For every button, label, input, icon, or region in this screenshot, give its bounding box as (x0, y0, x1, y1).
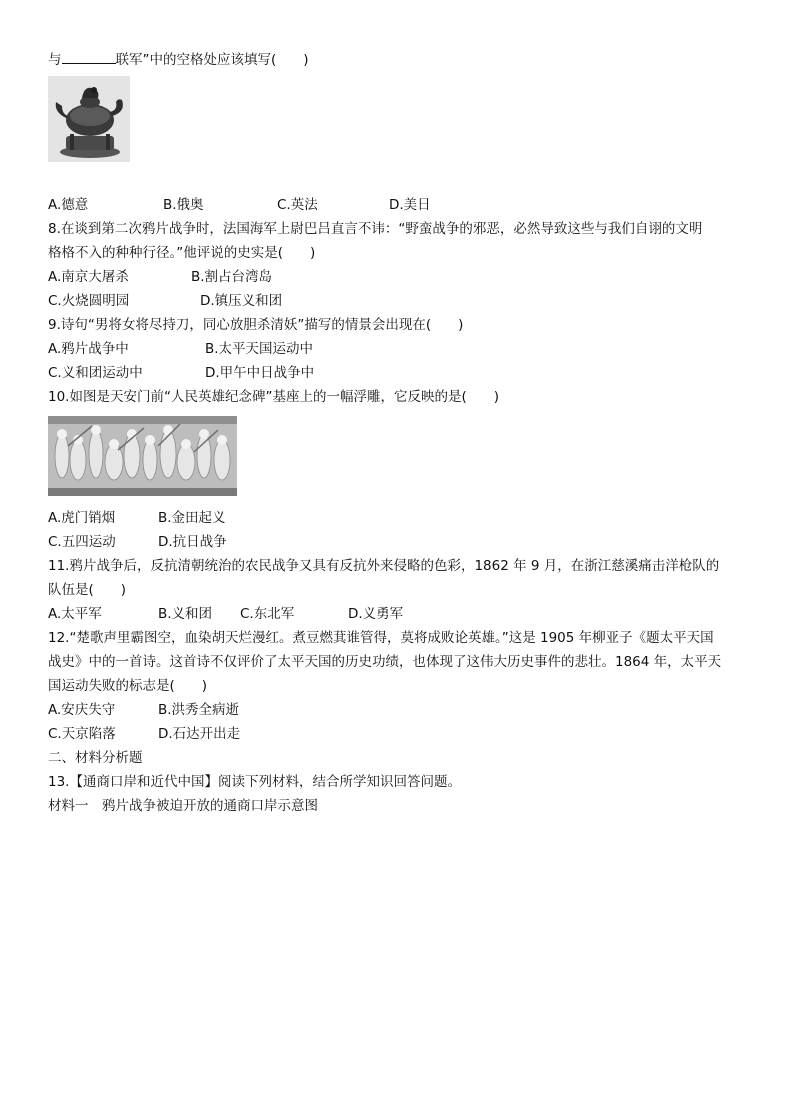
q11-line-1: 11.鸦片战争后，反抗清朝统治的农民战争又具有反抗外来侵略的色彩，1862 年 9 月，在浙江慈溪痛击洋枪队的 (48, 558, 720, 574)
q11-line-2: 队伍是( ) (48, 582, 127, 598)
section-2-title: 二、材料分析题 (48, 750, 143, 766)
q11-option-a: A.太平军 (48, 606, 102, 622)
q10-relief-image (48, 416, 237, 496)
q7-option-d: D.美日 (389, 197, 431, 213)
q11-option-b: B.义和团 (158, 606, 213, 622)
q10-option-c: C.五四运动 (48, 534, 116, 550)
q8-line-1: 8.在谈到第二次鸦片战争时，法国海军上尉巴吕直言不讳：“野蛮战争的邪恶，必然导致这些与我们自诩的文明 (48, 221, 703, 237)
q11-option-d: D.义勇军 (348, 606, 404, 622)
q10-line-1: 10.如图是天安门前“人民英雄纪念碑”基座上的一幅浮雕，它反映的是( ) (48, 389, 499, 405)
q12-option-d: D.石达开出走 (158, 726, 241, 742)
relief-photo-icon (48, 416, 237, 496)
q12-line-1: 12.“楚歌声里霸图空，血染胡天烂漫红。煮豆燃萁谁管得，莫将成败论英雄。”这是 1905 年柳亚子《题太平天国 (48, 630, 714, 646)
q9-option-c: C.义和团运动中 (48, 365, 143, 381)
q13-line-1: 13.【通商口岸和近代中国】阅读下列材料，结合所学知识回答问题。 (48, 774, 461, 790)
q7-stem-post: 联军”中的空格处应该填写( ) (115, 52, 309, 68)
q8-option-c: C.火烧圆明园 (48, 293, 130, 309)
q8-option-a: A.南京大屠杀 (48, 269, 129, 285)
q12-option-c: C.天京陷落 (48, 726, 116, 742)
q8-line-2: 格格不入的种种行径。”他评说的史实是( ) (48, 245, 316, 261)
q10-option-a: A.虎门销烟 (48, 510, 116, 526)
q10-option-d: D.抗日战争 (158, 534, 227, 550)
q12-line-3: 国运动失败的标志是( ) (48, 678, 208, 694)
q7-option-b: B.俄奥 (163, 197, 204, 213)
q9-option-d: D.甲午中日战争中 (205, 365, 315, 381)
q12-option-b: B.洪秀全病逝 (158, 702, 240, 718)
vessel-photo-icon (48, 76, 130, 162)
q7-stem-pre: 与 (48, 52, 62, 68)
q7-option-c: C.英法 (277, 197, 318, 213)
q12-option-a: A.安庆失守 (48, 702, 116, 718)
q7-blank (62, 51, 116, 64)
q12-line-2: 战史》中的一首诗。这首诗不仅评价了太平天国的历史功绩，也体现了这伟大历史事件的悲壮。1864 年，太平天 (48, 654, 722, 670)
q9-line-1: 9.诗句“男将女将尽持刀，同心放胆杀清妖”描写的情景会出现在( ) (48, 317, 464, 333)
q13-material-1: 材料一 鸦片战争被迫开放的通商口岸示意图 (48, 798, 318, 814)
q9-option-a: A.鸦片战争中 (48, 341, 129, 357)
q8-option-d: D.镇压义和团 (200, 293, 283, 309)
q7-option-a: A.德意 (48, 197, 89, 213)
q11-option-c: C.东北军 (240, 606, 295, 622)
q7-vessel-image (48, 76, 130, 162)
q9-option-b: B.太平天国运动中 (205, 341, 314, 357)
q8-option-b: B.割占台湾岛 (191, 269, 273, 285)
q7-stem (48, 50, 309, 70)
q10-option-b: B.金田起义 (158, 510, 226, 526)
